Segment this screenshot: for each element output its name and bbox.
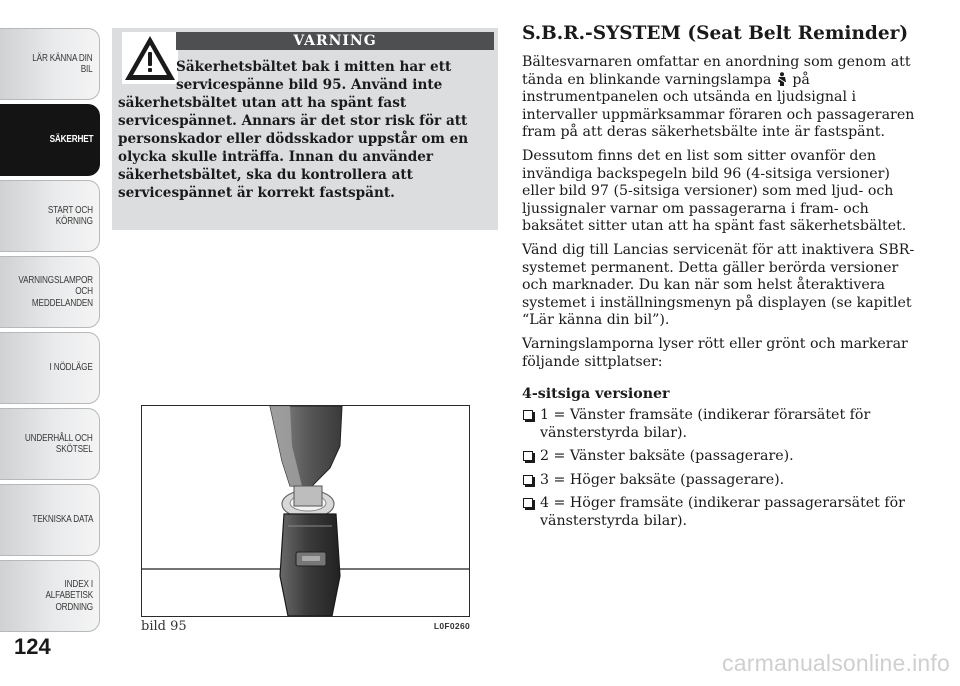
tab-sakerhet[interactable] [0, 104, 100, 176]
figure-caption: bild 95 [141, 619, 187, 634]
tab-index[interactable] [0, 560, 100, 632]
list-item [522, 495, 922, 530]
figure-code: L0F0260 [433, 621, 470, 631]
tab-label: INDEX I ALFABETISK ORDNING [45, 578, 93, 613]
page-number: 124 [14, 634, 51, 659]
paragraph-lamps: Varningslamporna lyser rött eller grönt och markerar följande sittplatser: [522, 335, 908, 370]
checkbox-bullet-icon [523, 410, 533, 420]
tab-label: TEKNISKA DATA [32, 514, 93, 526]
checkbox-bullet-icon [523, 475, 533, 485]
tab-start-och-korning[interactable] [0, 180, 100, 252]
tab-label: UNDERHÅLL OCH SKÖTSEL [25, 432, 93, 455]
tab-i-nodlage[interactable] [0, 332, 100, 404]
list-item [522, 448, 922, 466]
section-title: S.B.R.-SYSTEM (Seat Belt Reminder) [522, 23, 909, 44]
tab-label: VARNINGSLAMPOR OCH MEDDELANDEN [18, 274, 93, 309]
paragraph-intro-start: Bältesvarnaren omfattar en anordning som genom att tända en blinkande varningslampa [522, 54, 911, 88]
paragraph-intro [522, 54, 922, 142]
list-item-text: 2 = Vänster baksäte (passagerare). [540, 448, 794, 465]
list-item-text: 4 = Höger framsäte (indikerar passagerarsätet för vänsterstyrda bilar). [540, 495, 905, 530]
sbr-section [522, 22, 922, 537]
list-item [522, 407, 922, 442]
seat-belt-warning-icon [776, 72, 788, 86]
checkbox-bullet-icon [523, 498, 533, 508]
tab-underhall-och-skotsel[interactable] [0, 408, 100, 480]
warning-header: VARNING [176, 32, 494, 50]
figure-caption-row [141, 619, 470, 634]
subheading-4-seat: 4-sitsiga versioner [522, 386, 670, 403]
tab-tekniska-data[interactable] [0, 484, 100, 556]
tab-label: START OCH KÖRNING [48, 204, 93, 227]
warning-box [112, 28, 498, 230]
tab-label: I NÖDLÄGE [49, 362, 93, 374]
paragraph-deactivate: Vänd dig till Lancias servicenät för att inaktivera SBR-systemet permanent. Detta gäller berörda versioner och marknader. Du kan när som helst återaktivera systemet i inställningsmenyn på displayen (se kapitlet “Lär känna din bil”). [522, 241, 915, 329]
paragraph-list-info: Dessutom finns det en list som sitter ovanför den invändiga backspegeln bild 96 (4-sitsiga versioner) eller bild 97 (5-sitsiga versioner) som med ljud- och ljussignaler varnar om passagerarna i fram- och baksätet sitter utan att ha spänt fast säkerhetsbältet. [522, 147, 907, 235]
seat-list [522, 407, 922, 531]
list-item-text: 3 = Höger baksäte (passagerare). [540, 471, 785, 488]
watermark: carmanualsonline.info [722, 650, 950, 676]
checkbox-bullet-icon [523, 451, 533, 461]
seat-belt-buckle-illustration [142, 406, 469, 616]
tab-label: LÄR KÄNNA DIN BIL [32, 52, 93, 75]
figure-seat-belt-buckle [141, 405, 470, 617]
tab-lar-kanna-din-bil[interactable] [0, 28, 100, 100]
list-item-text: 1 = Vänster framsäte (indikerar förarsätet för vänsterstyrda bilar). [540, 407, 871, 441]
warning-text: Säkerhetsbältet bak i mitten har ett servicespänne bild 95. Använd inte säkerhetsbältet utan att ha spänt fast servicespännet. Annars är det stor risk för att personskador eller dödsskador uppstår om en olycka skulle inträffa. Innan du använder säkerhetsbältet, ska du kontrollera att servicespännet är korrekt fastspänt. [118, 59, 469, 201]
tab-varningslampor[interactable] [0, 256, 100, 328]
warning-text-block [118, 58, 494, 202]
paragraph-intro-end: på instrumentpanelen och utsända en ljudsignal i intervaller uppmärksammar föraren och passageraren fram på att deras säkerhetsbälte inte är fastspänt. [522, 71, 915, 141]
tab-label: SÄKERHET [49, 134, 93, 146]
list-item [522, 472, 922, 490]
